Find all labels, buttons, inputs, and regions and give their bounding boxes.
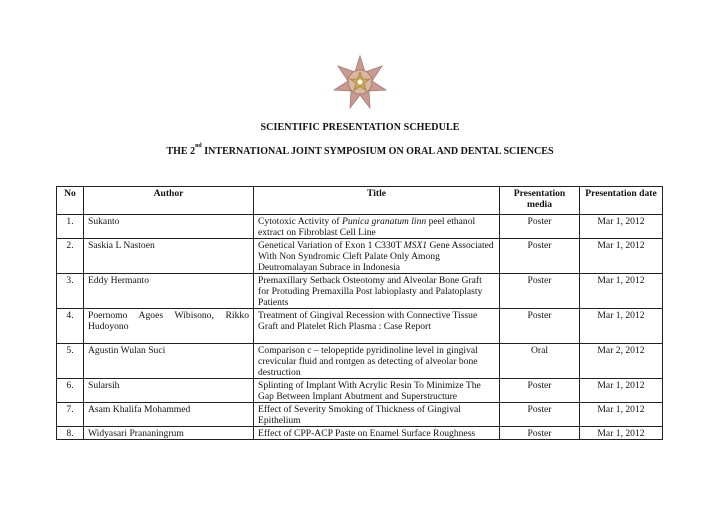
row-title: Comparison c – telopeptide pyridinoline level in gingival crevicular fluid and rontgen as detecting of alveolar bone destruction [254,344,500,379]
row-date: Mar 2, 2012 [580,344,663,379]
row-media: Poster [500,309,580,344]
row-author: Asam Khalifa Mohammed [84,403,254,427]
row-author: Saskia L Nastoen [84,239,254,274]
col-header-media: Presentation media [500,187,580,215]
table-row [57,274,663,309]
col-header-author: Author [84,187,254,215]
table-row [57,403,663,427]
row-date: Mar 1, 2012 [580,379,663,403]
row-date: Mar 1, 2012 [580,274,663,309]
schedule-heading: SCIENTIFIC PRESENTATION SCHEDULE [260,122,460,133]
row-author: Eddy Hermanto [84,274,254,309]
row-date: Mar 1, 2012 [580,403,663,427]
row-author: Poernomo Agoes Wibisono, Rikko Hudoyono [84,309,254,344]
row-media: Poster [500,239,580,274]
row-media: Poster [500,274,580,309]
row-number: 2. [57,239,84,274]
title-text-rest: Gene Associated With Non Syndromic Cleft Palate Only Among Deutromalayan Subrace in Indonesia [258,240,494,273]
title-italic: Punica granatum linn [341,216,427,227]
title-text: Cytotoxic Activity of [258,216,342,227]
row-number: 5. [57,344,84,379]
table-row [57,239,663,274]
row-date: Mar 1, 2012 [580,309,663,344]
table-row [57,379,663,403]
row-title: Effect of CPP-ACP Paste on Enamel Surface Roughness [254,427,500,440]
row-author: Sularsih [84,379,254,403]
title-italic: MSX1 [403,240,428,251]
row-date: Mar 1, 2012 [580,215,663,239]
row-title: Splinting of Implant With Acrylic Resin To Minimize The Gap Between Implant Abutment and Superstructure [254,379,500,403]
title-text-rest: peel ethanol extract on Fibroblast Cell Line [258,216,476,238]
schedule-table [56,186,663,440]
row-media: Poster [500,427,580,440]
table-row [57,427,663,440]
heading-suffix: INTERNATIONAL JOINT SYMPOSIUM ON ORAL AND DENTAL SCIENCES [201,146,554,157]
heading-prefix: THE 2 [166,146,196,157]
row-number: 7. [57,403,84,427]
star-emblem-logo [332,54,388,110]
row-author: Widyasari Prananingrum [84,427,254,440]
row-media: Oral [500,344,580,379]
col-header-no: No [57,187,84,215]
row-number: 4. [57,309,84,344]
row-author: Sukanto [84,215,254,239]
row-title: Effect of Severity Smoking of Thickness of Gingival Epithelium [254,403,500,427]
row-media: Poster [500,403,580,427]
heading-ordinal: nd [195,143,202,149]
row-title: Treatment of Gingival Recession with Connective Tissue Graft and Platelet Rich Plasma : Case Report [254,309,500,344]
row-title: Premaxillary Setback Osteotomy and Alveolar Bone Graft for Protuding Premaxilla Post labioplasty and Palatoplasty Patients [254,274,500,309]
title-text: Genetical Variation of Exon 1 C330T [258,240,404,251]
row-media: Poster [500,215,580,239]
row-number: 6. [57,379,84,403]
row-title [254,215,500,239]
logo-center [358,80,363,85]
row-date: Mar 1, 2012 [580,427,663,440]
row-date: Mar 1, 2012 [580,239,663,274]
col-header-title: Title [254,187,500,215]
table-row [57,215,663,239]
row-number: 3. [57,274,84,309]
table-header-row [57,187,663,215]
row-author: Agustin Wulan Suci [84,344,254,379]
symposium-heading [0,143,720,157]
row-media: Poster [500,379,580,403]
row-number: 1. [57,215,84,239]
row-number: 8. [57,427,84,440]
row-title [254,239,500,274]
col-header-date: Presentation date [580,187,663,215]
table-row [57,344,663,379]
table-row [57,309,663,344]
